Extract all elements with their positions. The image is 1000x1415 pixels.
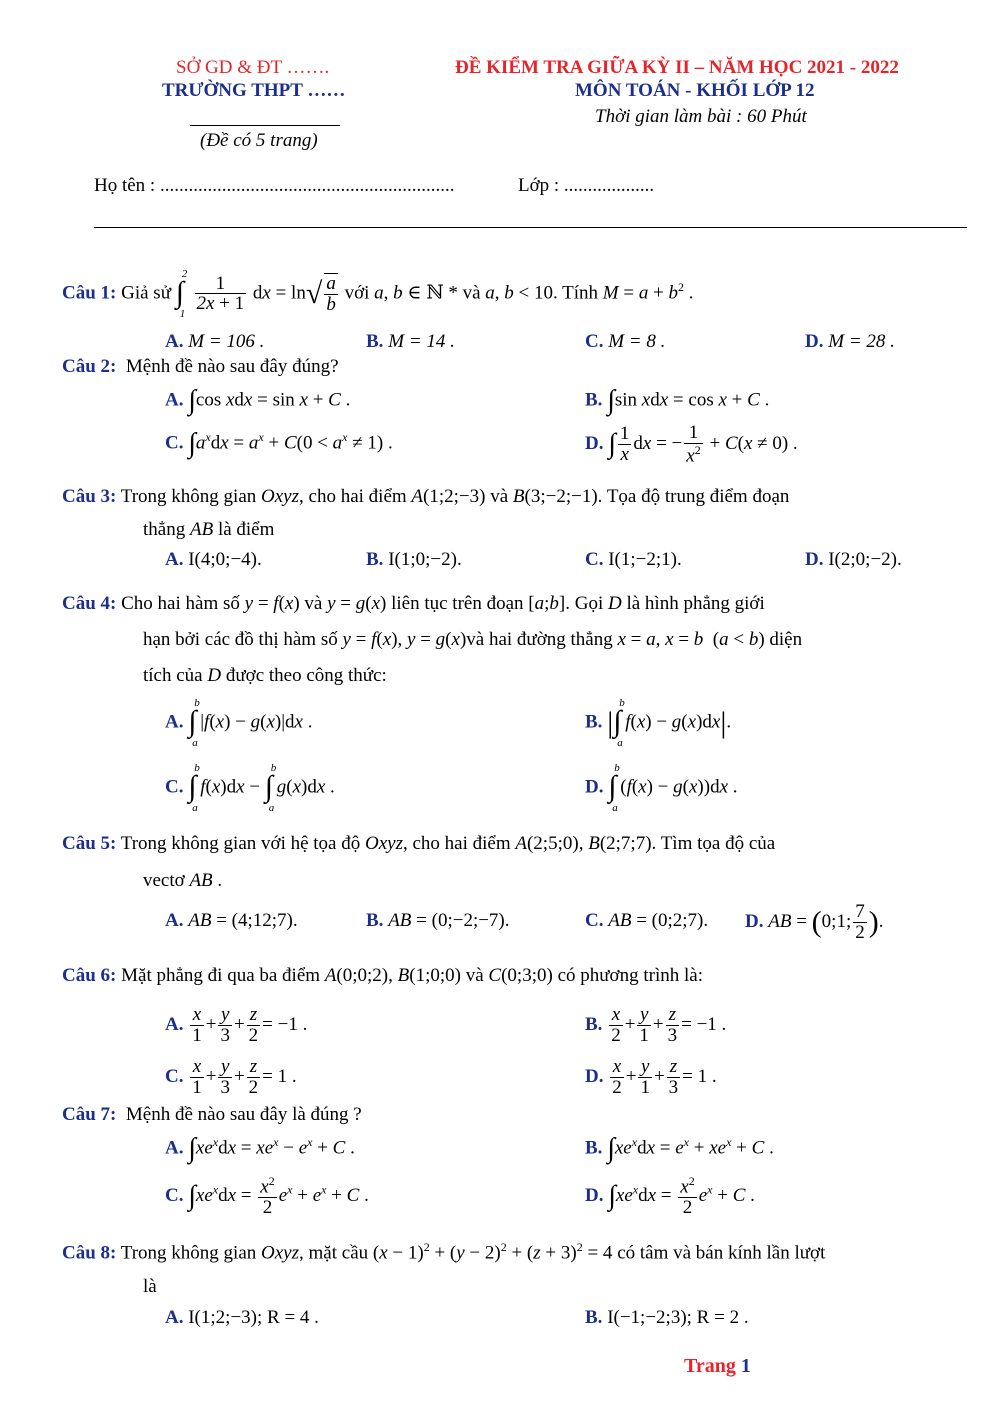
- question-4-stem-line-2: hạn bởi các đồ thị hàm số y = f(x), y = g(x)và hai đường thẳng x = a, x = b (a < b) diện: [143, 629, 803, 650]
- exam-title: ĐỀ KIỂM TRA GIỮA KỲ II – NĂM HỌC 2021 - 2022: [455, 57, 899, 78]
- question-1-option-a[interactable]: A. M = 106 .: [165, 331, 265, 352]
- question-6-stem: Câu 6: Mặt phẳng đi qua ba điểm A(0;0;2), B(1;0;0) và C(0;3;0) có phương trình là:: [62, 965, 703, 986]
- question-4-option-b[interactable]: B. | ∫ b a f(x) − g(x)dx|.: [585, 697, 732, 749]
- question-4-option-c[interactable]: C. ∫ b a f(x)dx − ∫ b a g(x)dx .: [165, 762, 335, 814]
- question-5-stem: Câu 5: Trong không gian với hệ tọa độ Oxyz, cho hai điểm A(2;5;0), B(2;7;7). Tìm tọa độ của: [62, 833, 776, 854]
- question-7-option-b[interactable]: B. $\int xe^xdx = e^x + xe^x + C$ .: [585, 1133, 774, 1164]
- student-name-field: Họ tên : ..............................................................: [94, 175, 455, 196]
- department-name: SỞ GD & ĐT …….: [176, 57, 330, 78]
- question-3-option-c[interactable]: C. I(1;−2;1).: [585, 549, 682, 570]
- question-7-option-c[interactable]: C. $\int xe^xdx$ = $\frac{x^2}{2}$ $e^x + e^x + C$ .: [165, 1174, 369, 1219]
- question-2-option-c[interactable]: C. $\int a^xdx = a^x + C(0 < a^x \ne 1)$ .: [165, 428, 393, 459]
- question-7-option-a[interactable]: A. $\int xe^xdx = xe^x - e^x + C$ .: [165, 1133, 355, 1164]
- question-1-label: Câu 1:: [62, 282, 117, 304]
- exam-subject: MÔN TOÁN - KHỐI LỚP 12: [575, 80, 815, 101]
- question-5-stem-line-2: vectơ AB .: [143, 870, 223, 891]
- question-1-stem: Câu 1: Giả sử ∫ 2 1 $\frac{1}{2x + 1}$ dx = ln√ $\frac{a}{b}$ với a, b ∈ ℕ * và a, b < 10. Tính $M = a + b^2$ .: [62, 267, 694, 320]
- question-6-option-d[interactable]: D. $\frac{x}{2}$ + $\frac{y}{1}$ + $\frac{z}{3}$ = 1 .: [585, 1056, 717, 1098]
- school-name: TRƯỜNG THPT ……: [162, 80, 346, 101]
- question-5-option-b[interactable]: B. AB = (0;−2;−7).: [366, 910, 510, 931]
- question-6-option-b[interactable]: B. $\frac{x}{2}$ + $\frac{y}{1}$ + $\frac{z}{3}$ = −1 .: [585, 1004, 727, 1046]
- exam-time: Thời gian làm bài : 60 Phút: [595, 106, 807, 127]
- question-5-option-a[interactable]: A. AB = (4;12;7).: [165, 910, 298, 931]
- page-number: Trang 1: [684, 1355, 751, 1377]
- question-1-option-b[interactable]: B. M = 14 .: [366, 331, 455, 352]
- question-1-option-d[interactable]: D. M = 28 .: [805, 331, 895, 352]
- question-7-option-d[interactable]: D. $\int xe^xdx$ = $\frac{x^2}{2}$ $e^x + C$ .: [585, 1174, 755, 1219]
- question-6-option-c[interactable]: C. $\frac{x}{1}$ + $\frac{y}{3}$ + $\frac{z}{2}$ = 1 .: [165, 1056, 297, 1098]
- question-4-stem-line-3: tích của D được theo công thức:: [143, 665, 387, 686]
- question-4-option-d[interactable]: D. ∫ b a (f(x) − g(x))dx .: [585, 762, 738, 814]
- question-3-option-a[interactable]: A. I(4;0;−4).: [165, 549, 262, 570]
- header-divider: [190, 125, 340, 126]
- question-2-option-d[interactable]: D. ∫ $\frac{1}{x}$ dx = − $\frac{1}{x^2}$ + C(x ≠ 0) .: [585, 422, 798, 467]
- question-7-stem: Câu 7: Mệnh đề nào sau đây là đúng ?: [62, 1104, 362, 1125]
- question-2-option-a[interactable]: A. ∫cos xdx = sin x + C .: [165, 385, 351, 416]
- question-2-stem: Câu 2: Mệnh đề nào sau đây đúng?: [62, 356, 339, 377]
- header-rule: [94, 227, 967, 228]
- question-5-option-d[interactable]: D. AB = (0;1; $\frac{7}{2}$ ).: [745, 901, 884, 943]
- question-2-option-b[interactable]: B. ∫sin xdx = cos x + C .: [585, 385, 770, 416]
- question-4-stem: Câu 4: Cho hai hàm số y = f(x) và y = g(x) liên tục trên đoạn [a;b]. Gọi D là hình phẳng giới: [62, 593, 765, 614]
- student-class-field: Lớp : ...................: [518, 175, 655, 196]
- question-6-option-a[interactable]: A. $\frac{x}{1}$ + $\frac{y}{3}$ + $\frac{z}{2}$ = −1 .: [165, 1004, 308, 1046]
- question-3-stem: Câu 3: Trong không gian Oxyz, cho hai điểm A(1;2;−3) và B(3;−2;−1). Tọa độ trung điểm đoạn: [62, 486, 790, 507]
- question-3-option-b[interactable]: B. I(1;0;−2).: [366, 549, 462, 570]
- question-8-stem-line-2: là: [143, 1276, 157, 1297]
- pages-note: (Đề có 5 trang): [200, 130, 318, 151]
- question-1-option-c[interactable]: C. M = 8 .: [585, 331, 666, 352]
- question-8-option-a[interactable]: A. I(1;2;−3); R = 4 .: [165, 1307, 319, 1328]
- question-3-option-d[interactable]: D. I(2;0;−2).: [805, 549, 902, 570]
- question-3-stem-line-2: thẳng AB là điểm: [143, 519, 275, 540]
- question-8-option-b[interactable]: B. I(−1;−2;3); R = 2 .: [585, 1307, 749, 1328]
- question-4-option-a[interactable]: A. ∫ b a |f(x) − g(x)|dx .: [165, 697, 313, 749]
- question-5-option-c[interactable]: C. AB = (0;2;7).: [585, 910, 709, 931]
- question-8-stem: Câu 8: Trong không gian Oxyz, mặt cầu $(x - 1)^2 + (y - 2)^2 + (z + 3)^2 = 4$ có tâm và bán kính lần lượt: [62, 1240, 826, 1264]
